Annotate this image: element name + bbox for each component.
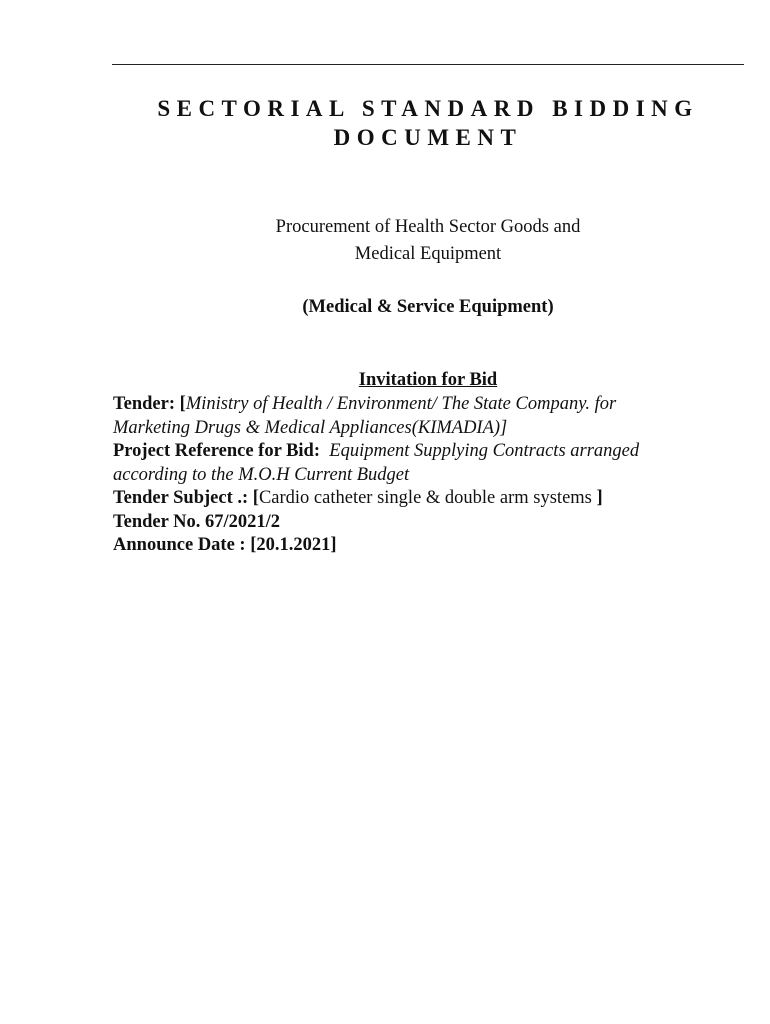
project-reference-value: Equipment Supplying Contracts arranged [329, 441, 640, 461]
document-subtitle [112, 214, 744, 268]
tender-subject-close: ] [596, 488, 603, 508]
subtitle-line2: Medical Equipment [354, 244, 502, 264]
announce-date-label: Announce Date : [113, 535, 251, 555]
tender-number: Tender No. 67/2021/2 [113, 511, 281, 532]
tender-details [113, 393, 713, 558]
tender-subject-label: Tender Subject .: [ [113, 488, 259, 508]
tender-value: Ministry of Health / Environment/ The State Company. for [185, 394, 617, 414]
equipment-category: (Medical & Service Equipment) [302, 297, 554, 317]
tender-subject-line [113, 487, 713, 511]
document-title-line2: DOCUMENT [333, 125, 523, 150]
top-divider [112, 64, 744, 65]
project-reference-label: Project Reference for Bid: [113, 441, 321, 461]
project-reference-value-cont: according to the M.O.H Current Budget [113, 464, 410, 485]
tender-subject-value: Cardio catheter single & double arm systems [258, 488, 597, 508]
announce-date-value: [20.1.2021] [250, 535, 337, 555]
tender-line [113, 393, 713, 417]
announce-date-line [113, 534, 713, 558]
document-title [112, 94, 744, 152]
document-title-line1: SECTORIAL STANDARD BIDDING [157, 96, 699, 121]
tender-label: Tender: [ [113, 394, 186, 414]
project-reference-line [113, 440, 713, 464]
tender-value-cont: Marketing Drugs & Medical Appliances(KIMADIA)] [113, 417, 508, 438]
invitation-heading: Invitation for Bid [358, 370, 498, 390]
subtitle-line1: Procurement of Health Sector Goods and [275, 217, 581, 237]
